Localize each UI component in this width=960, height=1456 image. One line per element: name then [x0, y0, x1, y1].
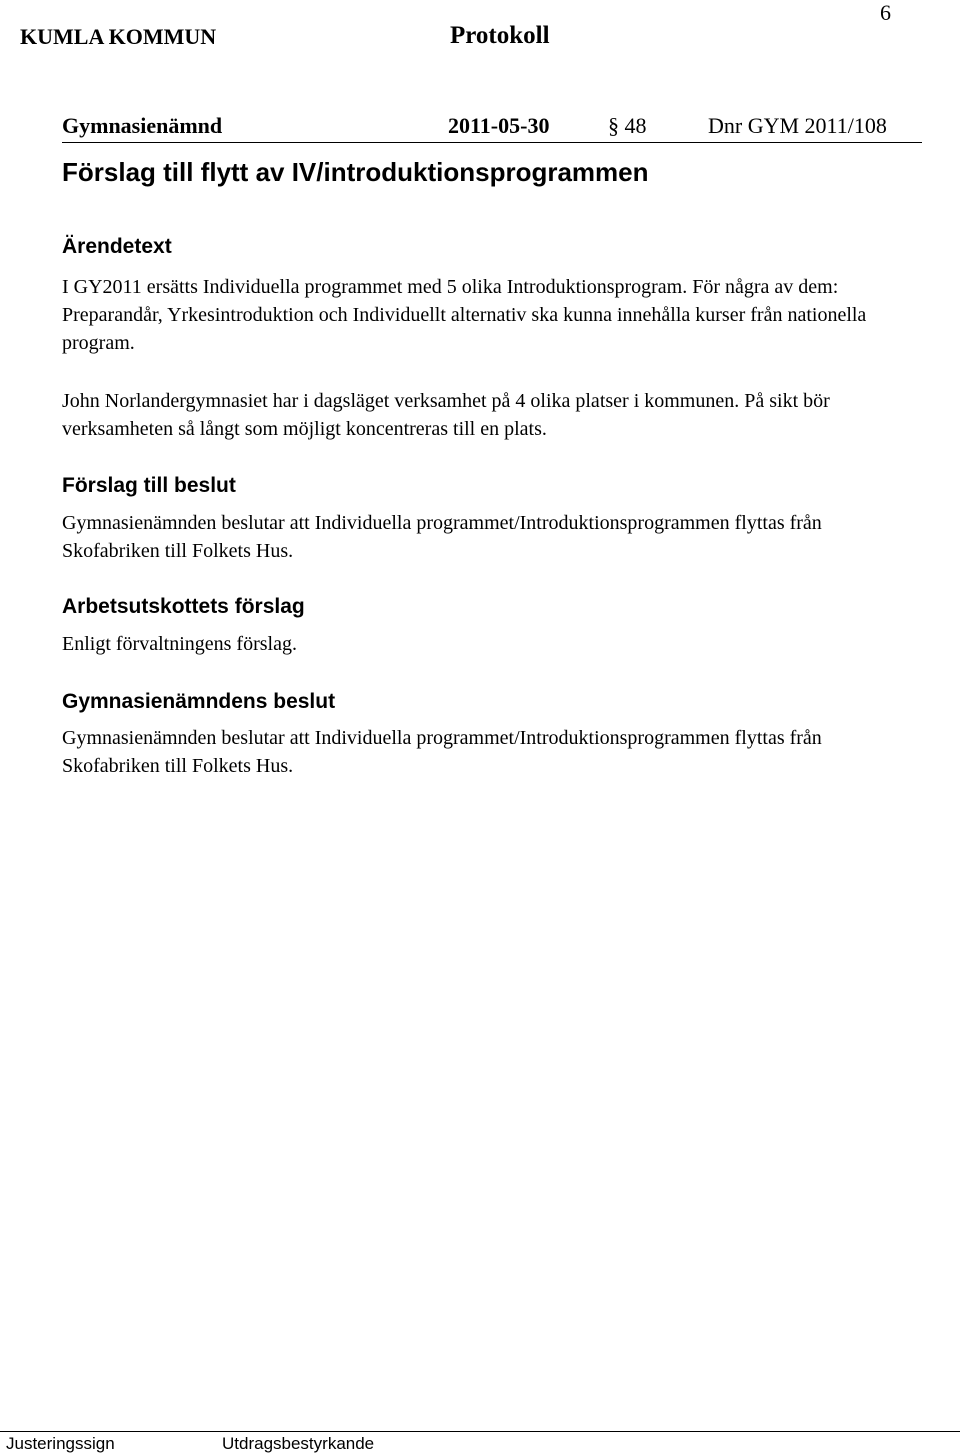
section-heading-arendetext: Ärendetext: [62, 235, 172, 258]
header-divider: [62, 142, 922, 143]
committee-name: Gymnasienämnd: [62, 113, 223, 138]
footer-justeringssign: Justeringssign: [6, 1434, 115, 1453]
section-heading-forslag: Förslag till beslut: [62, 474, 236, 497]
footer-utdragsbestyrkande: Utdragsbestyrkande: [222, 1434, 375, 1453]
meeting-date: 2011-05-30: [448, 113, 550, 138]
beslut-text: Gymnasienämnden beslutar att Individuella programmet/Introduktionsprogrammen flyttas från Skofabriken till Folkets Hus.: [62, 727, 822, 777]
page-number: 6: [880, 0, 891, 25]
arende-paragraph-1: I GY2011 ersätts Individuella programmet med 5 olika Introduktionsprogram. För några av dem: Preparandår, Yrkesintroduktion och Individuellt alternativ ska kunna innehålla kurser från nationella program.: [62, 276, 867, 354]
forslag-text: Gymnasienämnden beslutar att Individuella programmet/Introduktionsprogrammen flyttas från Skofabriken till Folkets Hus.: [62, 512, 822, 562]
section-heading-arbetsutskott: Arbetsutskottets förslag: [62, 595, 305, 618]
section-heading-beslut: Gymnasienämndens beslut: [62, 690, 336, 713]
document-type: Protokoll: [450, 22, 550, 49]
document-title: Förslag till flytt av IV/introduktionsprogrammen: [62, 157, 649, 187]
municipality-name: KUMLA KOMMUN: [20, 24, 217, 49]
arbetsutskott-text: Enligt förvaltningens förslag.: [62, 633, 297, 655]
diary-number: Dnr GYM 2011/108: [708, 113, 887, 138]
arende-paragraph-2: John Norlandergymnasiet har i dagsläget verksamhet på 4 olika platser i kommunen. På sikt bör verksamheten så långt som möjligt koncentreras till en plats.: [62, 390, 830, 440]
footer-divider: [0, 1431, 960, 1432]
paragraph-number: § 48: [608, 113, 647, 138]
